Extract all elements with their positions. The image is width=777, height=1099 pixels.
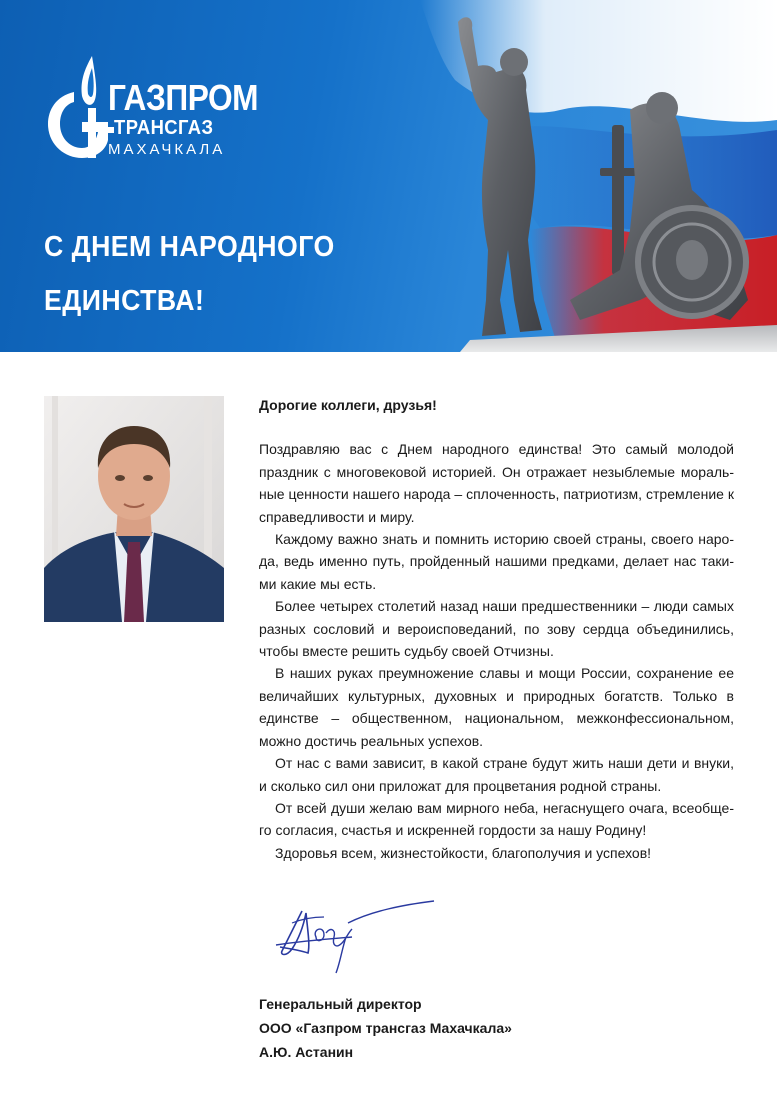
- letter-signoff: [259, 992, 512, 1064]
- company-logo: [44, 52, 264, 167]
- letter-paragraph: Каждому важно знать и помнить историю своей страны, своего народа, ведь именно путь, пройденный нашими предками, делает нас такими какие мы есть.: [259, 531, 734, 592]
- logo-wordmark-gazprom: ГАЗПРОМ: [108, 77, 259, 118]
- title-line-2: ЕДИНСТВА!: [44, 285, 205, 317]
- minin-pozharsky-monument-image: [430, 0, 777, 352]
- letter-body: [259, 394, 734, 864]
- director-portrait-photo: [44, 396, 224, 622]
- letter-greeting: Дорогие коллеги, друзья!: [259, 397, 437, 413]
- logo-wordmark-transgaz: ТРАНСГАЗ: [114, 117, 214, 139]
- page-title: [44, 220, 335, 328]
- signoff-name: А.Ю. Астанин: [259, 1044, 354, 1060]
- logo-wordmark-city: МАХАЧКАЛА: [108, 141, 226, 158]
- gazprom-flame-logo-icon: [44, 52, 114, 167]
- letter-paragraph: Здоровья всем, жизнестойкости, благополучия и успехов!: [275, 844, 652, 861]
- signoff-company: ООО «Газпром трансгаз Махачкала»: [259, 1020, 512, 1036]
- handwritten-signature: [262, 893, 442, 978]
- header-banner: [0, 0, 777, 352]
- letter-paragraph: От нас с вами зависит, в какой стране будут жить наши дети и внуки, и сколько сил они приложат для процветания родной страны.: [259, 755, 734, 794]
- signoff-title: Генеральный директор: [259, 996, 422, 1012]
- letter-paragraph: Более четырех столетий назад наши предшественники – люди самых разных сословий и вероисповеданий, по зову сердца объединились, чтобы вместе решить судьбу своей Отчизны.: [259, 598, 734, 660]
- letter-paragraph: От всей души желаю вам мирного неба, негаснущего очага, всеобщего согласия, счастья и искренней гордости за нашу Родину!: [259, 799, 734, 839]
- title-line-1: С ДНЕМ НАРОДНОГО: [44, 231, 335, 263]
- letter-paragraph: В наших руках преумножение славы и мощи России, сохранение ее величайших культурных, духовных и природных богатств. Только в единстве – общественном, национальном, межконфессиональном, можно достичь реальных успехов.: [259, 665, 734, 749]
- letter-paragraph: Поздравляю вас с Днем народного единства! Это самый молодой праздник с многовековой историей. Он отражает незыблемые моральные ценности нашего народа – сплоченность, патриотизм, стремление к справедливости и миру.: [259, 441, 734, 525]
